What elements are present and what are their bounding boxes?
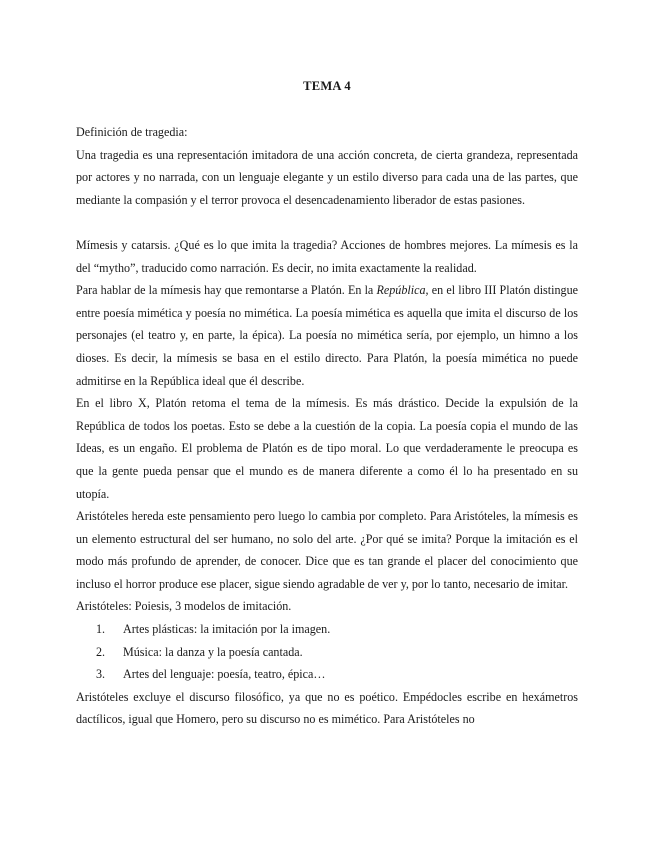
platon-text-start: Para hablar de la mímesis hay que remontarse a Platón. En la [76, 283, 377, 298]
list-item-number: 3. [96, 667, 106, 682]
page-title: TEMA 4 [303, 79, 351, 93]
mimesis-intro-paragraph: Mímesis y catarsis. ¿Qué es lo que imita la tragedia? Acciones de hombres mejores. La mímesis es la del “mytho”, traducido como narración. Es decir, no imita exactamente la realidad. [76, 237, 578, 275]
list-item [76, 641, 578, 664]
republica-italic: República, [376, 283, 429, 298]
aristoteles-paragraph: Aristóteles hereda este pensamiento pero luego lo cambia por completo. Para Aristóteles, la mímesis es un elemento estructural del ser humano, no solo del arte. ¿Por qué se imita? Porque la imitación es el modo más profundo de aprender, de conocer. Dice que es tan grande el placer del conocimiento que incluso el horror produce ese placer, sigue siendo agradable de ver y, por lo tanto, necesario de imitar. [76, 509, 578, 591]
list-item-text: Artes del lenguaje: poesía, teatro, épica… [123, 667, 326, 682]
closing-paragraph: Aristóteles excluye el discurso filosófico, ya que no es poético. Empédocles escribe en hexámetros dactílicos, igual que Homero, pero su discurso no es mimético. Para Aristóteles no [76, 689, 578, 727]
imitation-models-list [76, 618, 578, 686]
definition-heading: Definición de tragedia: [76, 125, 188, 139]
list-item [76, 618, 578, 641]
libro-x-paragraph: En el libro X, Platón retoma el tema de la mímesis. Es más drástico. Decide la expulsión de la República de todos los poetas. Esto se debe a la cuestión de la copia. La poesía copia el mundo de las Ideas, es un engaño. El problema de Platón es de tipo moral. Lo que verdaderamente le preocupa es que la gente pueda pensar que el mundo es de manera diferente a como él lo ha presentado en su utopía. [76, 396, 578, 501]
document-body [76, 121, 578, 731]
list-item-number: 1. [96, 622, 106, 637]
poiesis-heading: Aristóteles: Poiesis, 3 modelos de imitación. [76, 599, 292, 614]
platon-text-end: en el libro III Platón distingue entre poesía mimética y poesía no mimética. La poesía mimética es aquella que imita el discurso de los personajes (el teatro y, en parte, la épica). La poesía no mimética sería, por ejemplo, un himno a los dioses. Es decir, la mímesis se basa en el estilo directo. Para Platón, la poesía mimética no puede admitirse en la República ideal que él describe. [76, 283, 578, 388]
list-item [76, 663, 578, 686]
paragraph-gap [76, 211, 578, 234]
list-item-text: Artes plásticas: la imitación por la imagen. [123, 622, 331, 637]
list-item-text: Música: la danza y la poesía cantada. [123, 644, 303, 659]
definition-paragraph: Una tragedia es una representación imitadora de una acción concreta, de cierta grandeza, representada por actores y no narrada, con un lenguaje elegante y un estilo diverso para cada una de las partes, que mediante la compasión y el terror provoca el desencadenamiento liberador de estas pasiones. [76, 147, 578, 207]
platon-paragraph [76, 279, 578, 392]
list-item-number: 2. [96, 644, 106, 659]
